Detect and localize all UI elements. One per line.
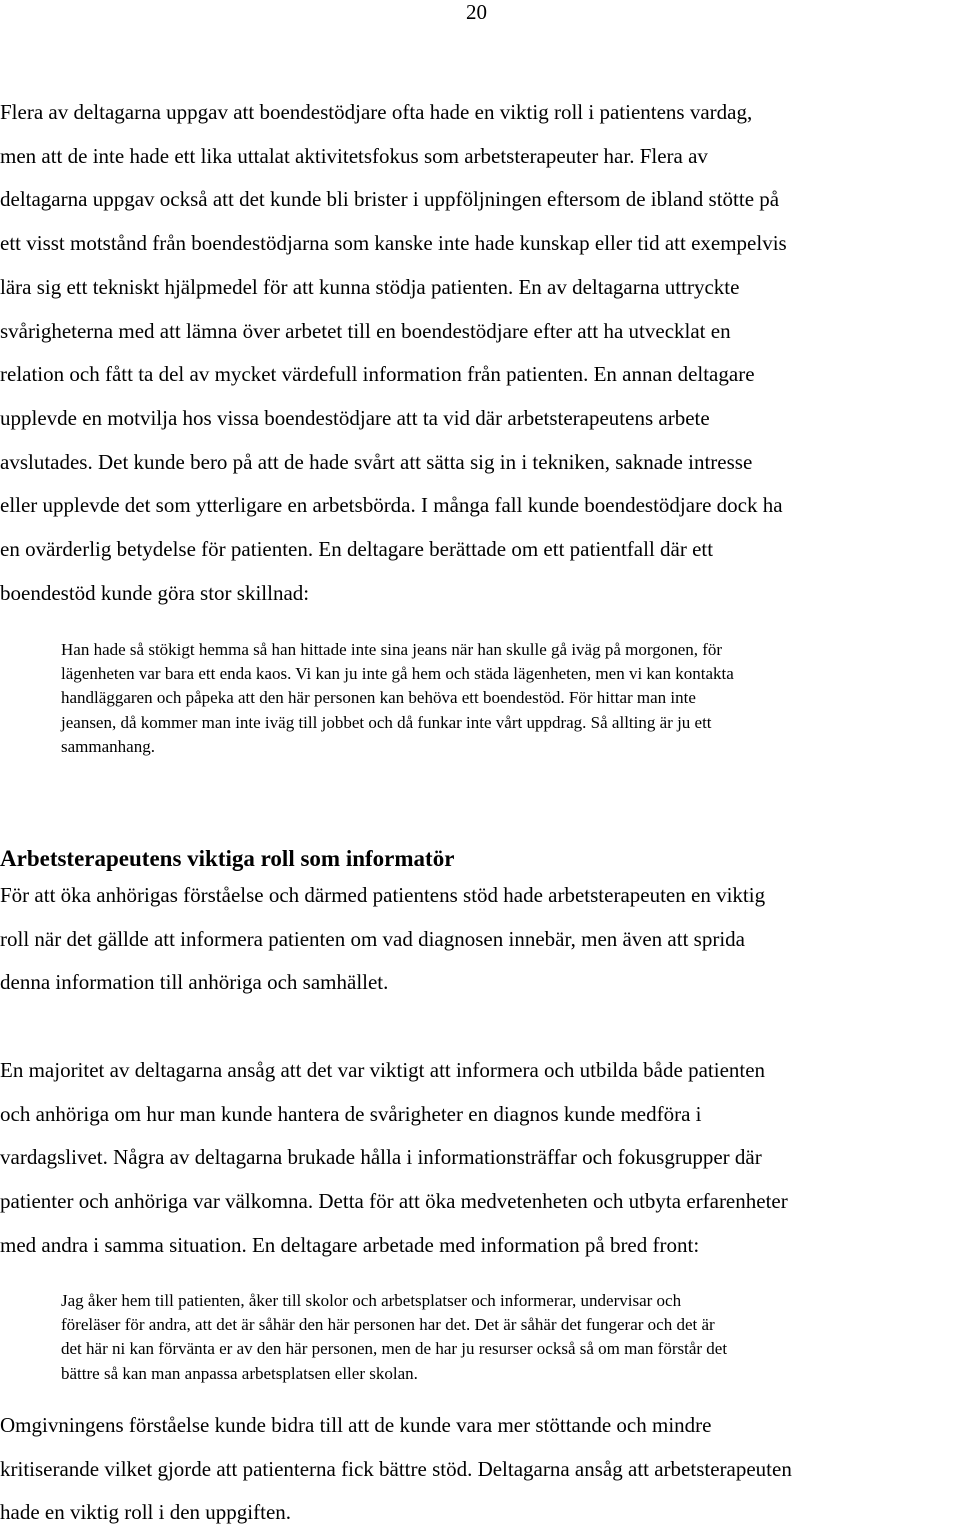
text-line: patienter och anhöriga var välkomna. Detta för att öka medvetenheten och utbyta erfarenheter: [0, 1189, 788, 1214]
paragraph-majoritet: [0, 1049, 958, 1268]
quote-line: bättre så kan man anpassa arbetsplatsen eller skolan.: [61, 1363, 418, 1383]
text-line: upplevde en motvilja hos vissa boendestödjare att ta vid där arbetsterapeutens arbete: [0, 405, 710, 430]
text-line: Flera av deltagarna uppgav att boendestödjare ofta hade en viktig roll i patientens vardag,: [0, 100, 753, 124]
text-line: med andra i samma situation. En deltagare arbetade med information på bred front:: [0, 1232, 700, 1257]
paragraph-omgivningens: [0, 1404, 958, 1535]
text-line: och anhöriga om hur man kunde hantera de svårigheter en diagnos kunde medföra i: [0, 1101, 702, 1126]
text-line: vardagslivet. Några av deltagarna brukade hålla i informationsträffar och fokusgrupper där: [0, 1145, 762, 1170]
quote-line: lägenheten var bara ett enda kaos. Vi kan ju inte gå hem och städa lägenheten, men vi kan kontakta: [61, 664, 734, 684]
quote-line: Jag åker hem till patienten, åker till skolor och arbetsplatser och informerar, undervisar och: [61, 1291, 682, 1310]
quote-line: sammanhang.: [61, 736, 155, 756]
text-line: men att de inte hade ett lika uttalat aktivitetsfokus som arbetsterapeuter har. Flera av: [0, 143, 708, 168]
text-line: Omgivningens förståelse kunde bidra till att de kunde vara mer stöttande och mindre: [0, 1413, 712, 1437]
quote-line: jeansen, då kommer man inte iväg till jobbet och då funkar inte vårt uppdrag. Så allting är ju ett: [61, 712, 712, 732]
block-quote-jeans: [61, 638, 941, 759]
text-line: En majoritet av deltagarna ansåg att det var viktigt att informera och utbilda både patienten: [0, 1058, 766, 1082]
paragraph-boendestod: [0, 91, 958, 615]
section-heading: Arbetsterapeutens viktiga roll som informatör: [0, 846, 455, 871]
paragraph-informera: [0, 874, 958, 1005]
quote-line: föreläser för andra, att det är såhär den här personen har det. Det är såhär det fungerar och det är: [61, 1315, 715, 1335]
text-line: kritiserande vilket gjorde att patienterna fick bättre stöd. Deltagarna ansåg att arbetsterapeuten: [0, 1456, 792, 1481]
text-line: denna information till anhöriga och samhället.: [0, 970, 389, 995]
page-number: 20: [466, 0, 487, 24]
text-line: avslutades. Det kunde bero på att de hade svårt att sätta sig in i tekniken, saknade intresse: [0, 449, 753, 474]
text-line: boendestöd kunde göra stor skillnad:: [0, 580, 310, 605]
text-line: lära sig ett tekniskt hjälpmedel för att kunna stödja patienten. En av deltagarna uttryckte: [0, 274, 740, 299]
text-line: deltagarna uppgav också att det kunde bli brister i uppföljningen eftersom de ibland stötte på: [0, 187, 780, 212]
text-line: en ovärderlig betydelse för patienten. En deltagare berättade om ett patientfall där ett: [0, 537, 714, 562]
text-line: För att öka anhörigas förståelse och därmed patientens stöd hade arbetsterapeuten en viktig: [0, 883, 766, 907]
quote-line: handläggaren och påpeka att den här personen kan behöva ett boendestöd. För hittar man inte: [61, 688, 696, 708]
text-line: ett visst motstånd från boendestödjarna som kanske inte hade kunskap eller tid att exempelvis: [0, 231, 787, 256]
text-line: roll när det gällde att informera patienten om vad diagnosen innebär, men även att sprida: [0, 926, 745, 951]
quote-line: det här ni kan förvänta er av den här personen, men de har ju resurser också så om man förstår det: [61, 1339, 728, 1359]
block-quote-skolor: [61, 1289, 941, 1386]
text-line: eller upplevde det som ytterligare en arbetsbörda. I många fall kunde boendestödjare dock ha: [0, 493, 783, 518]
text-line: svårigheterna med att lämna över arbetet till en boendestödjare efter att ha utvecklat en: [0, 318, 731, 343]
text-line: hade en viktig roll i den uppgiften.: [0, 1500, 292, 1525]
text-line: relation och fått ta del av mycket värdefull information från patienten. En annan deltagare: [0, 362, 755, 387]
quote-line: Han hade så stökigt hemma så han hittade inte sina jeans när han skulle gå iväg på morgonen, för: [61, 640, 723, 659]
